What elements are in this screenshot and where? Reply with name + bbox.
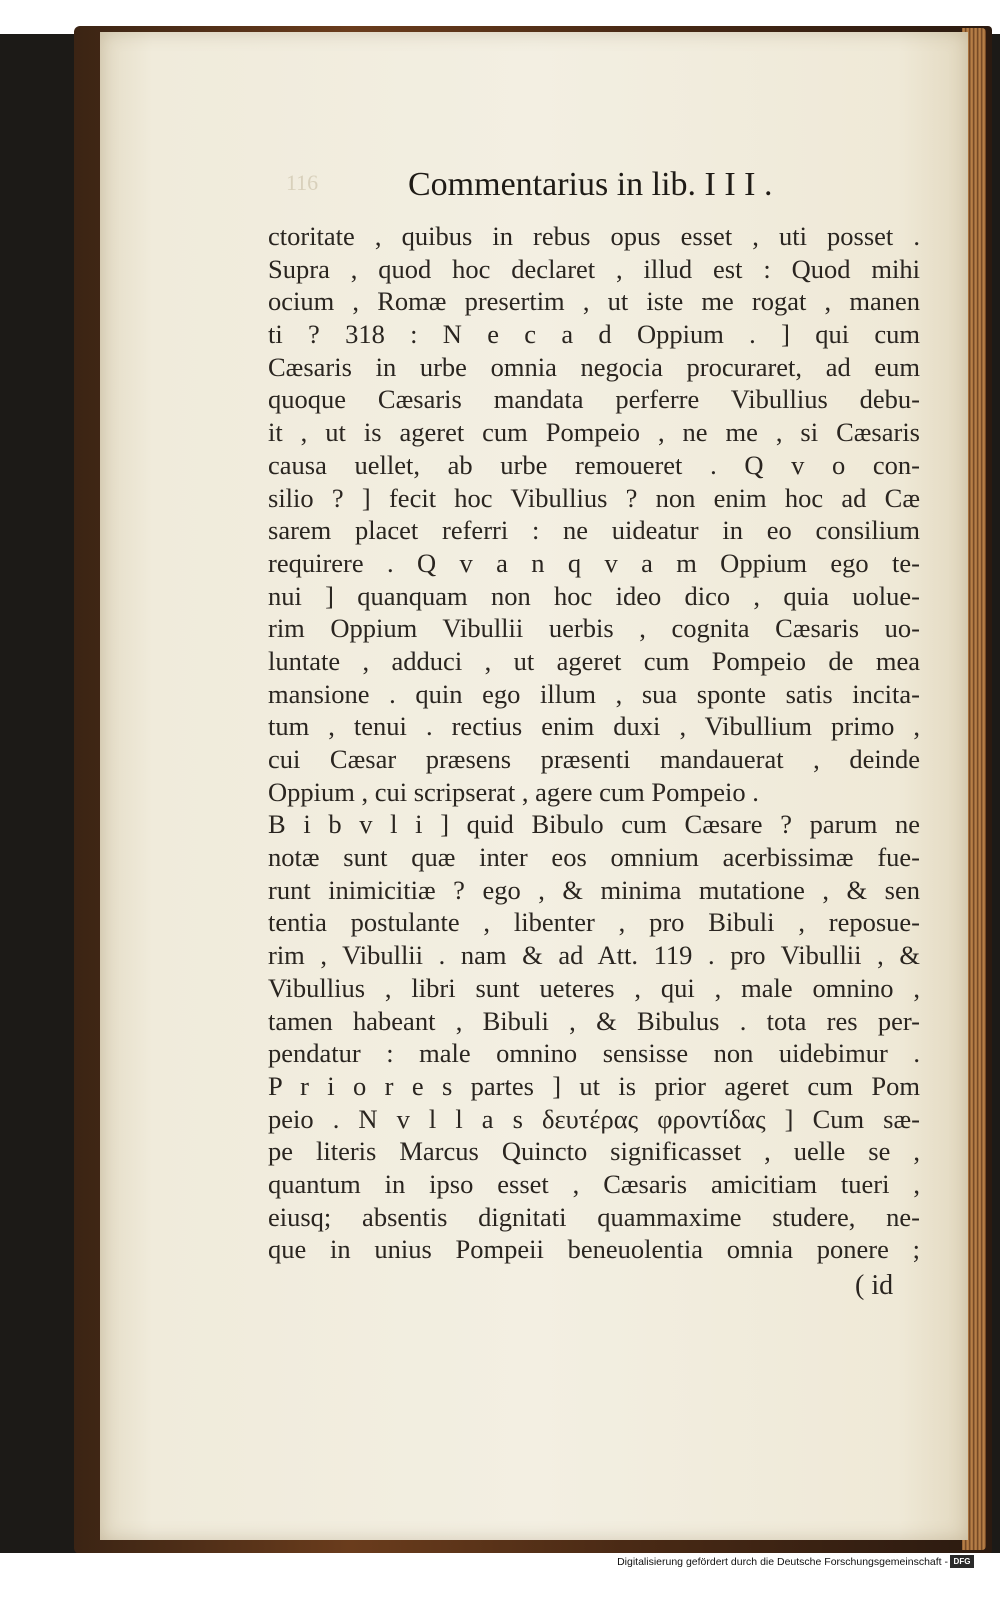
text-line: silio ? ] fecit hoc Vibullius ? non enim hoc ad Cæ — [268, 482, 920, 513]
text-line: pendatur : male omnino sensisse non uidebimur . — [268, 1038, 920, 1069]
catchword: ( id — [855, 1270, 894, 1301]
text-line: quoque Cæsaris mandata perferre Vibullius debu- — [268, 384, 920, 415]
digitization-credit: Digitalisierung gefördert durch die Deutsche Forschungsgemeinschaft - — [617, 1556, 948, 1568]
text-line: que in unius Pompeii beneuolentia omnia ponere ; — [268, 1234, 920, 1265]
text-line: notæ sunt quæ inter eos omnium acerbissimæ fue- — [268, 842, 920, 873]
text-line: rim Oppium Vibullii uerbis , cognita Cæsaris uo- — [268, 613, 920, 644]
text-line: pe literis Marcus Quincto significasset , uelle se , — [268, 1136, 920, 1167]
text-line: B i b v l i ] quid Bibulo cum Cæsare ? parum ne — [268, 809, 920, 840]
text-line: tamen habeant , Bibuli , & Bibulus . tota res per- — [268, 1005, 920, 1036]
text-line: nui ] quanquam non hoc ideo dico , quia uolue- — [268, 580, 920, 611]
faint-page-number: 116 — [286, 170, 319, 195]
running-head: Commentarius in lib. I I I . — [408, 166, 773, 203]
text-line: ocium , Romæ presertim , ut iste me rogat , manen — [268, 286, 920, 317]
text-line: it , ut is ageret cum Pompeio , ne me , si Cæsaris — [268, 417, 920, 448]
text-line: Vibullius , libri sunt ueteres , qui , male omnino , — [268, 972, 920, 1003]
text-line: eiusq; absentis dignitati quammaxime studere, ne- — [268, 1201, 920, 1232]
text-line: quantum in ipso esset , Cæsaris amicitiam tueri , — [268, 1168, 920, 1199]
text-line: sarem placet referri : ne uideatur in eo consilium — [268, 515, 920, 546]
text-line: causa uellet, ab urbe remoueret . Q v o con- — [268, 449, 920, 480]
text-line: ti ? 318 : N e c a d Oppium . ] qui cum — [268, 319, 920, 350]
text-line: tum , tenui . rectius enim duxi , Vibullium primo , — [268, 711, 920, 742]
text-line: cui Cæsar præsens præsenti mandauerat , deinde — [268, 744, 920, 774]
text-line: mansione . quin ego illum , sua sponte satis incita- — [268, 678, 920, 709]
text-line: tentia postulante , libenter , pro Bibuli , reposue- — [268, 907, 920, 938]
body-text — [268, 220, 920, 1266]
text-line: rim , Vibullii . nam & ad Att. 119 . pro Vibullii , & — [268, 940, 920, 971]
text-line: Cæsaris in urbe omnia negocia procuraret, ad eum — [268, 351, 920, 382]
text-line: luntate , adduci , ut ageret cum Pompeio de mea — [268, 645, 920, 676]
text-line: requirere . Q v a n q v a m Oppium ego te- — [268, 547, 920, 578]
text-line: P r i o r e s partes ] ut is prior ageret cum Pom — [268, 1070, 920, 1101]
text-line: ctoritate , quibus in rebus opus esset , uti posset . — [268, 221, 920, 251]
text-line: runt inimicitiæ ? ego , & minima mutatione , & sen — [268, 874, 920, 905]
text-line: Supra , quod hoc declaret , illud est : Quod mihi — [268, 253, 920, 284]
text-line: Oppium , cui scripserat , agere cum Pompeio . — [268, 776, 759, 807]
text-line: peio . N v l l a s δευτέρας φροντίδας ] Cum sæ- — [268, 1103, 920, 1134]
dfg-logo: DFG — [950, 1555, 974, 1568]
